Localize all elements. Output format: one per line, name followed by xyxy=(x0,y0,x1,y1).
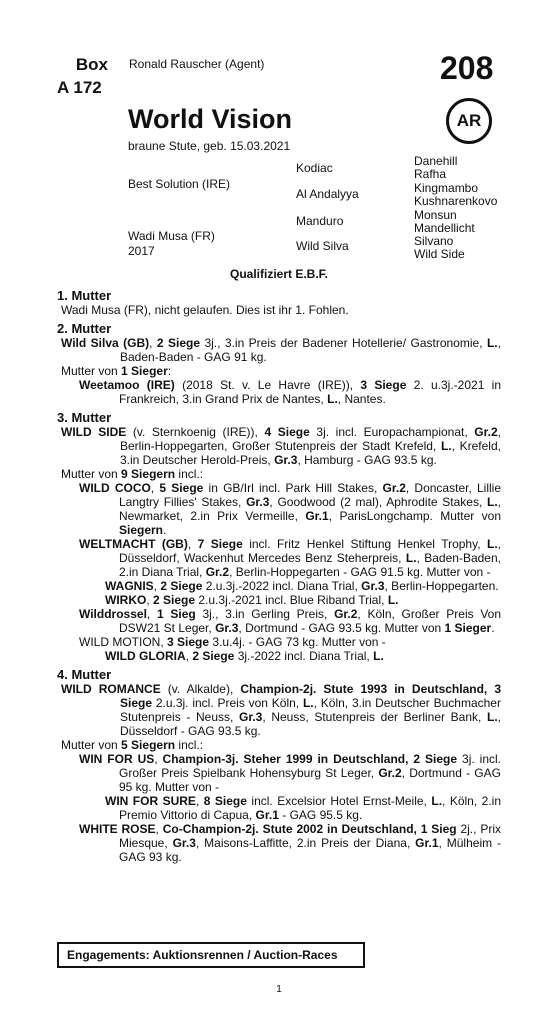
pedigree-gen2-item: Manduro xyxy=(296,214,344,228)
pedigree-gen3-item: Kingmambo xyxy=(414,181,479,195)
produce-entry: WILD COCO, 5 Siege in GB/Irl incl. Park Hill Stakes, Gr.2, Doncaster, Lillie Langtry Fillies' Stakes, Gr.3, Goodwood (2 mal), Aphrodite Stakes, L., Newmarket, 2.in Prix Vermeille, Gr.1, ParisLongchamp. Mutter von Siegern. xyxy=(79,481,501,537)
produce-line: Mutter von 1 Sieger: xyxy=(61,364,172,378)
section-heading: 3. Mutter xyxy=(57,410,112,425)
produce-entry: WIN FOR SURE, 8 Siege incl. Excelsior Hotel Ernst-Meile, L., Köln, 2.in Premio Vittorio di Capua, Gr.1 - GAG 95.5 kg. xyxy=(105,794,502,822)
pedigree-gen2-item: Wild Silva xyxy=(296,239,349,253)
section-heading: 4. Mutter xyxy=(57,667,112,682)
box-number: A 172 xyxy=(57,78,102,97)
produce-line: Mutter von 9 Siegern incl.: xyxy=(61,467,204,481)
produce-entry: WIN FOR US, Champion-3j. Steher 1999 in Deutschland, 2 Siege 3j. incl. Großer Preis Spielbank Hohensyburg St Leger, Gr.2, Dortmund - GAG 95 kg. Mutter von - xyxy=(79,752,501,794)
pedigree-gen3-item: Silvano xyxy=(414,234,454,248)
produce-entry: Wilddrossel, 1 Sieg 3j., 3.in Gerling Preis, Gr.2, Köln, Großer Preis Von DSW21 St Leger, Gr.3, Dortmund - GAG 93.5 kg. Mutter von 1 Sieger. xyxy=(79,607,502,635)
pedigree-gen2-item: Kodiac xyxy=(296,161,333,175)
produce-entry: WAGNIS, 2 Siege 2.u.3j.-2022 incl. Diana Trial, Gr.3, Berlin-Hoppegarten. xyxy=(105,579,499,593)
catalogue-body xyxy=(57,284,501,864)
pedigree-gen3-item: Kushnarenkovo xyxy=(414,194,498,208)
first-dam-text: Wadi Musa (FR), nicht gelaufen. Dies ist ihr 1. Fohlen. xyxy=(61,303,349,317)
pedigree-gen2-item: Al Andalyya xyxy=(296,187,359,201)
qualifier: Qualifiziert E.B.F. xyxy=(229,267,328,281)
horse-name: World Vision xyxy=(128,104,293,134)
pedigree-dam-year: 2017 xyxy=(128,244,155,258)
pedigree-dam: Wadi Musa (FR) xyxy=(128,229,215,243)
second-dam-entry: Wild Silva (GB), 2 Siege 3j., 3.in Preis der Badener Hotellerie/ Gastronomie, L., Baden-Baden - GAG 91 kg. xyxy=(61,336,501,364)
horse-description: braune Stute, geb. 15.03.2021 xyxy=(128,139,291,153)
produce-entry: WILD MOTION, 3 Siege 3.u.4j. - GAG 73 kg. Mutter von - xyxy=(79,635,386,649)
produce-entry: WELTMACHT (GB), 7 Siege incl. Fritz Henkel Stiftung Henkel Trophy, L., Düsseldorf, Wackenhut Mercedes Benz Steherpreis, L., Baden-Baden, 2.in Diana Trial, Gr.2, Berlin-Hoppegarten - GAG 91.5 kg. Mutter von - xyxy=(79,537,501,579)
produce-entry: WILD GLORIA, 2 Siege 3j.-2022 incl. Diana Trial, L. xyxy=(105,649,384,663)
pedigree-gen3-item: Danehill xyxy=(414,154,458,168)
pedigree-sire: Best Solution (IRE) xyxy=(128,177,231,191)
fourth-dam-entry: WILD ROMANCE (v. Alkalde), Champion-2j. Stute 1993 in Deutschland, 3 Siege 2.u.3j. incl. Preis von Köln, L., Köln, 3.in Deutscher Buchmacher Stutenpreis - Neuss, Gr.3, Neuss, Stutenpreis der Berliner Bank, L., Düsseldorf - GAG 93.5 kg. xyxy=(61,682,502,738)
section-heading: 1. Mutter xyxy=(57,288,112,303)
produce-entry: Weetamoo (IRE) (2018 St. v. Le Havre (IRE)), 3 Siege 2. u.3j.-2021 in Frankreich, 3.in Grand Prix de Nantes, L., Nantes. xyxy=(79,378,502,406)
pedigree-gen3-item: Rafha xyxy=(414,167,447,181)
engagements-box: Engagements: Auktionsrennen / Auction-Races xyxy=(57,942,365,968)
pedigree-gen3-item: Wild Side xyxy=(414,247,465,261)
produce-line: Mutter von 5 Siegern incl.: xyxy=(61,738,204,752)
produce-entry: WHITE ROSE, Co-Champion-2j. Stute 2002 in Deutschland, 1 Sieg 2j., Prix Miesque, Gr.3, Maisons-Laffitte, 2.in Preis der Diana, Gr.1, Mülheim - GAG 93 kg. xyxy=(79,822,501,864)
pedigree-gen3-item: Mandellicht xyxy=(414,221,475,235)
agent-name: Ronald Rauscher (Agent) xyxy=(129,57,265,71)
pedigree-gen3-item: Monsun xyxy=(414,208,457,222)
page-number: 1 xyxy=(276,984,282,995)
produce-entry: WIRKO, 2 Siege 2.u.3j.-2021 incl. Blue Riband Trial, L. xyxy=(105,593,399,607)
ar-badge: AR xyxy=(446,98,492,144)
box-label: Box xyxy=(75,55,108,74)
third-dam-entry: WILD SIDE (v. Sternkoenig (IRE)), 4 Siege 3j. incl. Europachampionat, Gr.2, Berlin-Hoppegarten, Großer Stutenpreis der Stadt Krefeld, L., Krefeld, 3.in Deutscher Herold-Preis, Gr.3, Hamburg - GAG 93.5 kg. xyxy=(61,425,501,467)
section-heading: 2. Mutter xyxy=(57,321,112,336)
lot-number: 208 xyxy=(440,50,494,86)
